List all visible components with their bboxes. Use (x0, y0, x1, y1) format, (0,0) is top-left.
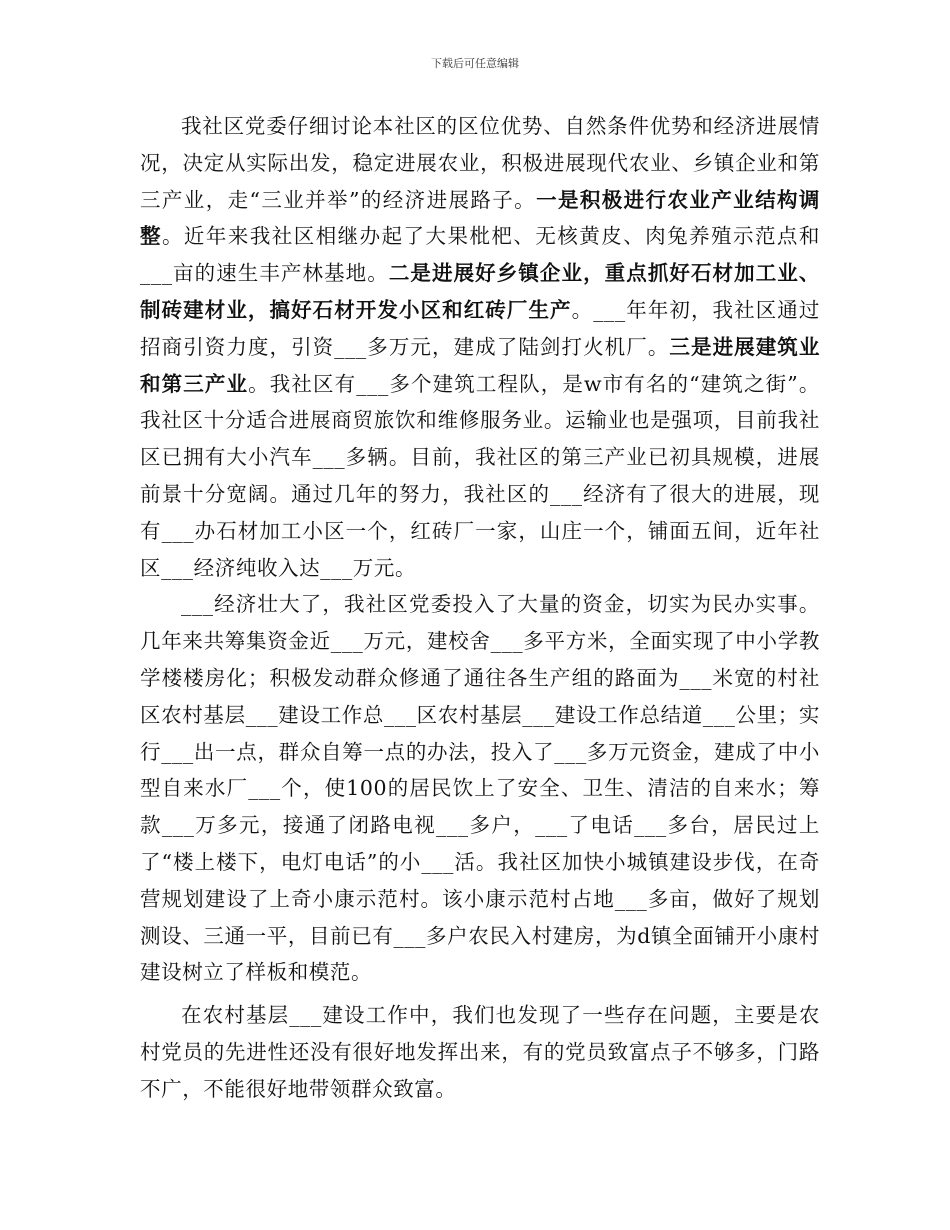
bold-heading-segment: 一是积极进行农业产业结构调整 (140, 187, 820, 249)
text-segment: 。近年来我社区相继办起了大果枇杷、无核黄皮、肉兔养殖示范点和___亩的速生丰产林基地。 (140, 224, 820, 286)
paragraph-public-works (140, 586, 820, 991)
bold-heading-segment: 二是进展好乡镇企业，重点抓好石材加工业、制砖建材业，搞好石材开发小区和红砖厂生产 (140, 261, 820, 322)
bold-heading-segment: 三是进展建筑业和第三产业 (140, 334, 820, 396)
text-segment: 在农村基层___建设工作中，我们也发现了一些存在问题，主要是农村党员的先进性还没有很好地发挥出来，有的党员致富点子不够多，门路不广，不能很好地带领群众致富。 (140, 1003, 820, 1101)
text-segment: 我社区党委仔细讨论本社区的区位优势、自然条件优势和经济进展情况，决定从实际出发，稳定进展农业，积极进展现代农业、乡镇企业和第三产业，走“三业并举”的经济进展路子。 (140, 114, 820, 212)
text-segment: ___经济壮大了，我社区党委投入了大量的资金，切实为民办实事。几年来共筹集资金近___万元，建校舍___多平方米，全面实现了中小学教学楼楼房化；积极发动群众修通了通往各生产组的路面为___米宽的村社区农村基层___建设工作总___区农村基层___建设工作总结道___公里；实行___出一点，群众自筹一点的办法，投入了___多万元资金，建成了中小型自来水厂___个，使100的居民饮上了安全、卫生、清洁的自来水；筹款___万多元，接通了闭路电视___多户，___了电话___多台，居民过上了“楼上楼下，电灯电话”的小___活。我社区加快小城镇建设步伐，在奇营规划建设了上奇小康示范村。该小康示范村占地___多亩，做好了规划测设、三通一平，目前已有___多户农民入村建房，为d镇全面铺开小康村建设树立了样板和模范。 (140, 592, 820, 985)
page-header-note: 下载后可任意编辑 (431, 57, 519, 70)
paragraph-economy (140, 108, 820, 586)
paragraph-problems (140, 997, 820, 1107)
text-segment: 。___年年初，我社区通过招商引资力度，引资___多万元，建成了陆剑打火机厂。 (140, 297, 820, 359)
document-body (140, 108, 820, 1108)
text-segment: 。我社区有___多个建筑工程队，是w市有名的“建筑之街”。我社区十分适合进展商贸旅饮和维修服务业。运输业也是强项，目前我社区已拥有大小汽车___多辆。目前，我社区的第三产业已初具规模，进展前景十分宽阔。通过几年的努力，我社区的___经济有了很大的进展，现有___办石材加工小区一个，红砖厂一家，山庄一个，铺面五间，近年社区___经济纯收入达___万元。 (140, 371, 821, 580)
